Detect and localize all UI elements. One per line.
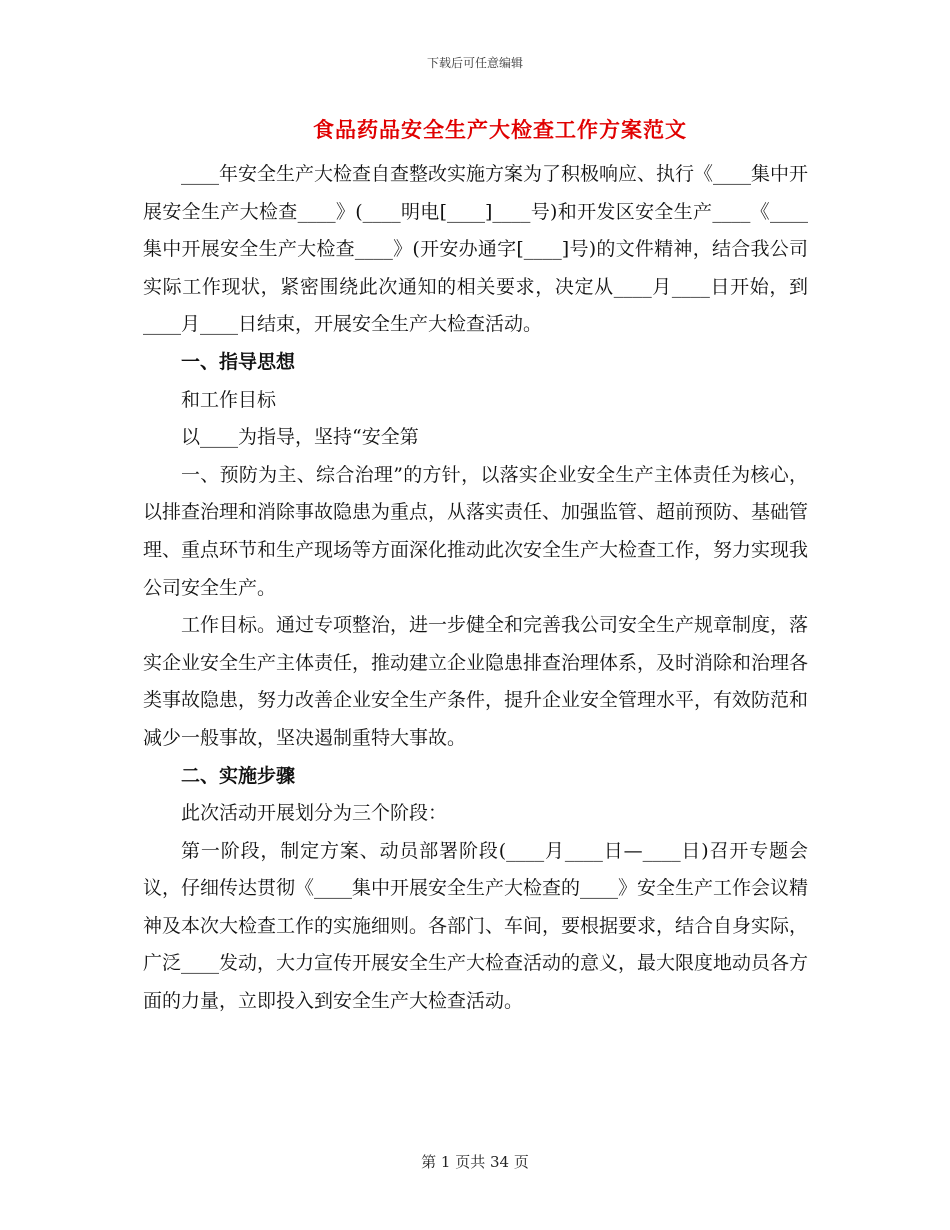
paragraph: 以____为指导，坚持“安全第 [181,426,419,449]
paragraph: 此次活动开展划分为三个阶段： [181,802,448,825]
paragraph-work-goals: 工作目标。通过专项整治，进一步健全和完善我公司安全生产规章制度，落实企业安全生产主体责任，推动建立企业隐患排查治理体系，及时消除和治理各类事故隐患，努力改善企业安全生产条件，提升企业安全管理水平，有效防范和减少一般事故，坚决遏制重特大事故。 [143,614,809,749]
section-heading-guiding-ideology: 一、指导思想 [181,350,296,373]
paragraph: 一、预防为主、综合治理”的方针，以落实企业安全生产主体责任为核心，以排查治理和消除事故隐患为重点，从落实责任、加强监管、超前预防、基础管理、重点环节和生产现场等方面深化推动此次安全生产大检查工作，努力实现我公司安全生产。 [143,463,809,599]
document-title: 食品药品安全生产大检查工作方案范文 [313,117,687,142]
paragraph: 和工作目标 [181,388,277,411]
page-header-note: 下载后可任意编辑 [426,56,523,70]
page-footer-number: 第 1 页共 34 页 [421,1153,529,1171]
paragraph-phase-one: 第一阶段，制定方案、动员部署阶段(____月____日—____日)召开专题会议，仔细传达贯彻《____集中开展安全生产大检查的____》安全生产工作会议精神及本次大检查工作的实施细则。各部门、车间，要根据要求，结合自身实际，广泛____发动，大力宣传开展安全生产大检查活动的意义，最大限度地动员各方面的力量，立即投入到安全生产大检查活动。 [143,839,809,1013]
section-heading-implementation-steps: 二、实施步骤 [181,764,296,787]
paragraph-intro: ____年安全生产大检查自查整改实施方案为了积极响应、执行《____集中开展安全生产大检查____》(____明电[____]____号)和开发区安全生产____《____集中开展安全生产大检查____》(开安办通字[____]号)的文件精神，结合我公司实际工作现状，紧密围绕此次通知的相关要求，决定从____月____日开始，到____月____日结束，开展安全生产大检查活动。 [143,163,809,336]
document-body [143,156,808,1021]
